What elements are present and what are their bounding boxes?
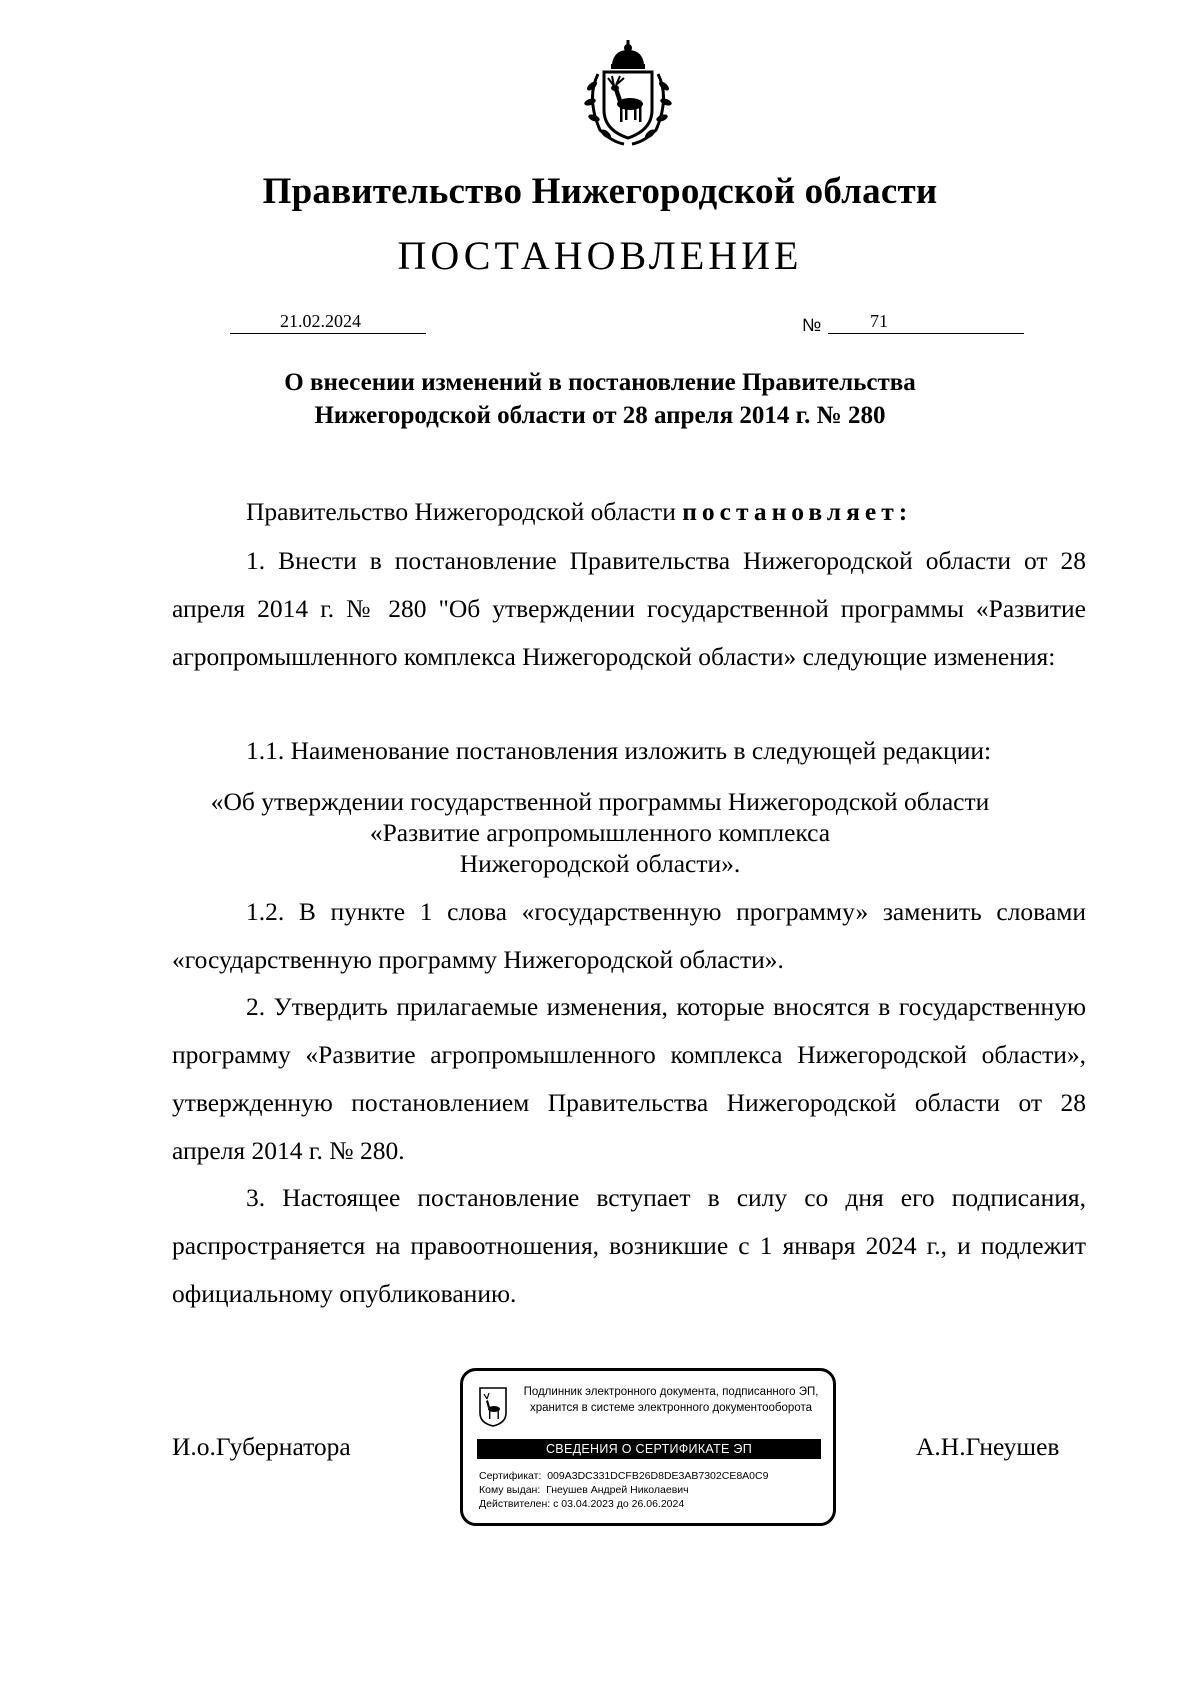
intro-verb: постановляет: bbox=[682, 497, 913, 526]
valid-row bbox=[479, 1497, 768, 1511]
stamp-details bbox=[479, 1469, 768, 1511]
valid-label: Действителен: bbox=[479, 1498, 551, 1510]
signer-name: А.Н.Гнеушев bbox=[916, 1432, 1060, 1461]
date-field bbox=[230, 311, 426, 334]
paragraph-2: 2. Утвердить прилагаемые изменения, которые вносятся в государственную программу «Развитие агропромышленного комплекса Нижегородской области», утвержденную постановлением Правительства Нижегородской области от 28 апреля 2014 г. № 280. bbox=[172, 992, 1086, 1165]
quote-line-2: «Развитие агропромышленного комплекса bbox=[369, 818, 831, 847]
document-number: 71 bbox=[870, 311, 888, 331]
paragraph-3: 3. Настоящее постановление вступает в силу со дня его подписания, распространяется на правоотношения, возникшие с 1 января 2024 г., и подлежит официальному опубликованию. bbox=[172, 1183, 1086, 1308]
stamp-header bbox=[515, 1384, 827, 1416]
subject-line-2: Нижегородской области от 28 апреля 2014 г. № 280 bbox=[314, 402, 886, 429]
paragraph-1-2: 1.2. В пункте 1 слова «государственную программу» заменить словами «государственную программу Нижегородской области». bbox=[172, 897, 1086, 974]
e-signature-stamp bbox=[460, 1368, 836, 1526]
number-sign: № bbox=[802, 315, 822, 335]
document-subject bbox=[0, 366, 1200, 432]
quote-line-1: «Об утверждении государственной программы Нижегородской области bbox=[210, 787, 990, 816]
owner-row bbox=[479, 1483, 768, 1497]
owner-value: Гнеушев Андрей Николаевич bbox=[546, 1484, 689, 1496]
signer-role: И.о.Губернатора bbox=[172, 1432, 351, 1461]
intro-text: Правительство Нижегородской области bbox=[246, 497, 683, 526]
intro-paragraph bbox=[246, 488, 912, 536]
number-field bbox=[828, 311, 1024, 334]
stamp-emblem-icon bbox=[479, 1387, 507, 1427]
document-type: ПОСТАНОВЛЕНИЕ bbox=[397, 233, 803, 278]
cert-label: Сертификат: bbox=[479, 1470, 542, 1482]
owner-label: Кому выдан: bbox=[479, 1484, 541, 1496]
document-date: 21.02.2024 bbox=[280, 311, 361, 331]
stamp-header-line-1: Подлинник электронного документа, подписанного ЭП, bbox=[523, 1386, 819, 1398]
cert-value: 009A3DC331DCFB26D8DE3AB7302CE8A0C9 bbox=[547, 1470, 769, 1482]
stamp-header-line-2: хранится в системе электронного документооборота bbox=[530, 1402, 812, 1414]
stamp-certificate-bar: СВЕДЕНИЯ О СЕРТИФИКАТЕ ЭП bbox=[477, 1439, 821, 1459]
subject-line-1: О внесении изменений в постановление Правительства bbox=[284, 369, 916, 396]
quoted-title bbox=[150, 786, 1050, 879]
paragraph-1-1: 1.1. Наименование постановления изложить в следующей редакции: bbox=[246, 736, 992, 765]
quote-line-3: Нижегородской области». bbox=[459, 849, 741, 878]
valid-value: с 03.04.2023 до 26.06.2024 bbox=[553, 1498, 685, 1510]
cert-row bbox=[479, 1469, 768, 1483]
coat-of-arms-icon bbox=[568, 38, 688, 150]
paragraph-1: 1. Внести в постановление Правительства Нижегородской области от 28 апреля 2014 г. № 280 "Об утверждении государственной программы «Развитие агропромышленного комплекса Нижегородской области» следующие изменения: bbox=[172, 546, 1086, 671]
org-title: Правительство Нижегородской области bbox=[262, 171, 938, 212]
